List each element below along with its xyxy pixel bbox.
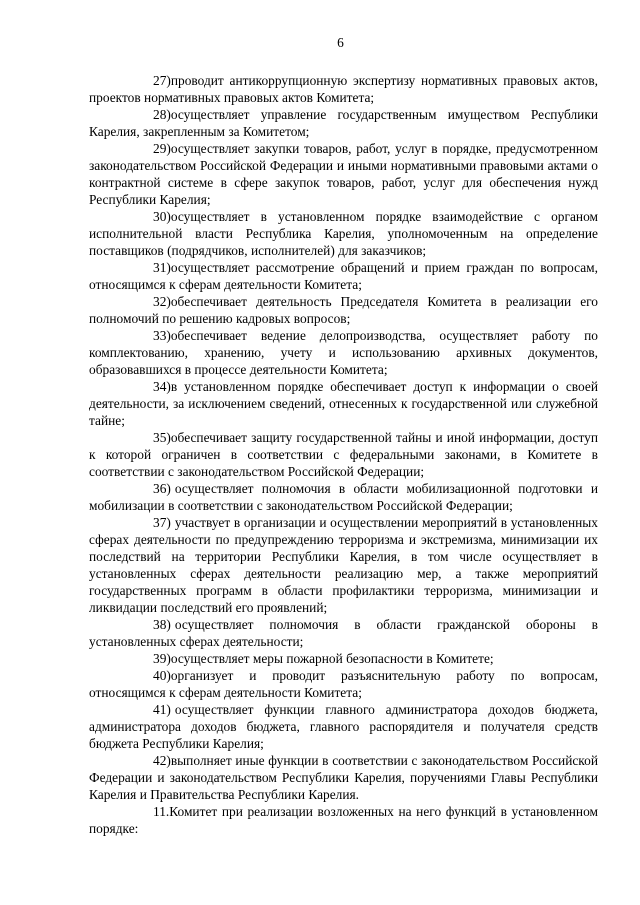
page-number: 6 (337, 35, 344, 50)
item-number: 32) (153, 294, 171, 309)
item-number: 36) (153, 481, 171, 496)
item-number: 39) (153, 651, 171, 666)
item-text: Комитет при реализации возложенных на него функций в установленном порядке: (89, 804, 598, 836)
item-text: осуществляет рассмотрение обращений и прием граждан по вопросам, относящимся к сферам деятельности Комитета; (89, 260, 598, 292)
list-item (89, 616, 598, 650)
item-number: 34) (153, 379, 171, 394)
item-list (89, 72, 598, 837)
item-number: 11. (153, 804, 170, 819)
item-text: проводит антикоррупционную экспертизу нормативных правовых актов, проектов нормативных правовых актов Комитета; (89, 73, 598, 105)
item-text: организует и проводит разъяснительную работу по вопросам, относящимся к сферам деятельности Комитета; (89, 668, 598, 700)
item-number: 30) (153, 209, 171, 224)
item-text: обеспечивает ведение делопроизводства, осуществляет работу по комплектованию, хранению, учету и использованию архивных документов, образовавшихся в процессе деятельности Комитета; (89, 328, 598, 377)
item-text: выполняет иные функции в соответствии с законодательством Российской Федерации и законодательством Республики Карелия, поручениями Главы Республики Карелия и Правительства Республики Карелия. (89, 753, 598, 802)
item-number: 41) (153, 702, 171, 717)
item-number: 42) (153, 753, 171, 768)
item-text: в установленном порядке обеспечивает доступ к информации о своей деятельности, за исключением сведений, отнесенных к государственной или служебной тайне; (89, 379, 598, 428)
item-number: 35) (153, 430, 171, 445)
item-text: обеспечивает защиту государственной тайны и иной информации, доступ к которой ограничен в соответствии с федеральными законами, в Комитете в соответствии с законодательством Российской Федерации; (89, 430, 598, 479)
item-number: 27) (153, 73, 171, 88)
list-item (89, 701, 598, 752)
item-text: осуществляет полномочия в области мобилизационной подготовки и мобилизации в соответствии с законодательством Российской Федерации; (89, 481, 598, 513)
list-item (89, 480, 598, 514)
item-text: осуществляет в установленном порядке взаимодействие с органом исполнительной власти Республика Карелия, уполномоченным на определение поставщиков (подрядчиков, исполнителей) для заказчиков; (89, 209, 598, 258)
list-item (89, 208, 598, 259)
item-number: 29) (153, 141, 171, 156)
item-text: осуществляет меры пожарной безопасности в Комитете; (170, 651, 494, 666)
item-text: обеспечивает деятельность Председателя Комитета в реализации его полномочий по решению кадровых вопросов; (89, 294, 598, 326)
list-item (89, 293, 598, 327)
item-number: 31) (153, 260, 171, 275)
list-item (89, 803, 598, 837)
list-item (89, 72, 598, 106)
list-item (89, 752, 598, 803)
list-item (89, 140, 598, 208)
item-number: 33) (153, 328, 171, 343)
item-number: 37) (153, 515, 171, 530)
item-number: 40) (153, 668, 171, 683)
list-item (89, 429, 598, 480)
list-item (89, 514, 598, 616)
list-item (89, 259, 598, 293)
item-number: 38) (153, 617, 171, 632)
list-item (89, 378, 598, 429)
list-item (89, 327, 598, 378)
item-number: 28) (153, 107, 171, 122)
list-item (89, 106, 598, 140)
list-item (89, 650, 598, 667)
item-text: осуществляет управление государственным имуществом Республики Карелия, закрепленным за Комитетом; (89, 107, 598, 139)
item-text: осуществляет закупки товаров, работ, услуг в порядке, предусмотренном законодательством Российской Федерации и иными нормативными правовыми актами о контрактной системе в сфере закупок товаров, работ, услуг для обеспечения нужд Республики Карелия; (89, 141, 598, 207)
item-text: осуществляет полномочия в области гражданской обороны в установленных сферах деятельности; (89, 617, 598, 649)
list-item (89, 667, 598, 701)
item-text: осуществляет функции главного администратора доходов бюджета, администратора доходов бюджета, главного распорядителя и получателя средств бюджета Республики Карелия; (89, 702, 598, 751)
item-text: участвует в организации и осуществлении мероприятий в установленных сферах деятельности по предупреждению терроризма и экстремизма, минимизации их последствий на территории Республики Карелия, в том числе осуществляет в установленных сферах деятельности реализацию мер, а также мероприятий государственных программ в области профилактики терроризма, минимизации и ликвидации последствий его проявлений; (89, 515, 598, 615)
